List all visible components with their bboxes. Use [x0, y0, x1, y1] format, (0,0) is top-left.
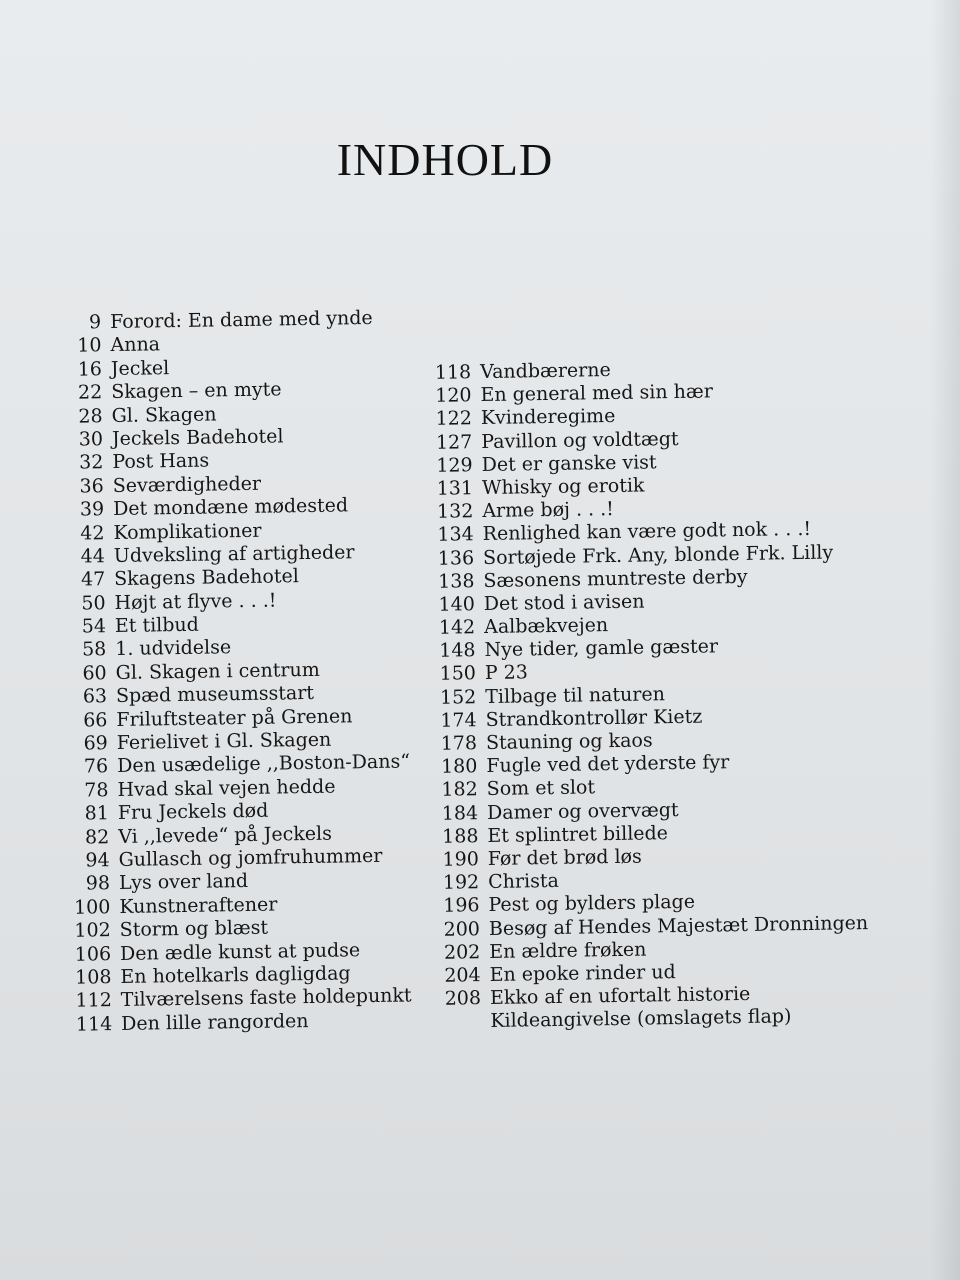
- toc-page-number: 184: [441, 801, 479, 825]
- toc-page-number: 98: [85, 872, 111, 895]
- toc-page-number: 120: [435, 384, 472, 407]
- toc-chapter-title: Seværdigheder: [112, 472, 262, 497]
- toc-page-number: 9: [88, 311, 102, 334]
- toc-page-number: 208: [444, 987, 482, 1010]
- toc-page-number: 202: [443, 940, 481, 964]
- toc-page-number: 42: [80, 521, 105, 545]
- toc-chapter-title: Hvad skal vejen hedde: [117, 775, 336, 801]
- toc-page-number: 16: [77, 357, 103, 381]
- toc-page-number: 122: [435, 407, 473, 431]
- toc-chapter-title: Jeckel: [110, 356, 170, 380]
- toc-chapter-title: Et splintret billede: [487, 821, 669, 847]
- toc-page-number: 50: [81, 591, 106, 615]
- toc-page-number: 82: [84, 825, 110, 849]
- toc-page-number: 39: [79, 498, 105, 521]
- toc-chapter-title: Arme bøj . . .!: [482, 498, 614, 523]
- toc-page-number: 102: [74, 919, 111, 942]
- page-title: INDHOLD: [336, 134, 554, 185]
- toc-page-number: 47: [80, 568, 106, 591]
- toc-chapter-title: Skagens Badehotel: [114, 565, 299, 591]
- toc-page-number: 114: [75, 1012, 113, 1036]
- toc-chapter-title: Fru Jeckels død: [117, 799, 269, 825]
- toc-page-number: 188: [442, 824, 479, 848]
- toc-page-number: 200: [443, 917, 481, 941]
- toc-page-number: 36: [79, 474, 104, 498]
- toc-chapter-title: En hotelkarls dagligdag: [120, 962, 351, 988]
- toc-chapter-title: Komplikationer: [113, 519, 262, 544]
- toc-chapter-title: Strandkontrollør Kietz: [485, 705, 703, 731]
- toc-chapter-title: Tilbage til naturen: [485, 682, 666, 708]
- toc-chapter-title: Forord: En dame med ynde: [109, 306, 373, 334]
- toc-chapter-title: Sortøjede Frk. Any, blonde Frk. Lilly: [482, 541, 834, 569]
- toc-page-number: 106: [74, 942, 112, 966]
- toc-chapter-title: Whisky og erotik: [481, 474, 645, 499]
- toc-page-number: 63: [82, 685, 108, 708]
- toc-chapter-title: Jeckels Badehotel: [111, 425, 284, 450]
- toc-page-number: 180: [440, 755, 478, 778]
- toc-right-column: [420, 355, 870, 1034]
- toc-chapter-title: Højt at flyve . . .!: [114, 589, 277, 614]
- toc-chapter-title: P 23: [484, 661, 529, 685]
- toc-page-number: 10: [77, 334, 102, 357]
- toc-chapter-title: Før det brød løs: [487, 845, 642, 870]
- toc-page-number: 142: [438, 616, 476, 639]
- toc-chapter-title: Som et slot: [486, 776, 596, 801]
- toc-page-number: 44: [80, 545, 106, 568]
- toc-chapter-title: Skagen – en myte: [111, 378, 282, 404]
- toc-page-number: 136: [437, 546, 475, 570]
- toc-chapter-title: En epoke rinder ud: [489, 960, 676, 986]
- toc-page-number: 138: [438, 569, 475, 593]
- toc-page-number: 174: [440, 708, 477, 732]
- toc-entry: [61, 1008, 414, 1037]
- toc-page-number: 32: [79, 451, 104, 474]
- toc-chapter-title: Aalbækvejen: [483, 614, 609, 639]
- toc-left-column: [50, 306, 414, 1037]
- toc-chapter-title: Den usædelige ,,Boston-Dans“: [116, 750, 411, 778]
- toc-chapter-title: Lys over land: [118, 870, 249, 895]
- toc-page-number: 132: [436, 500, 474, 523]
- toc-page-number: 192: [442, 871, 480, 894]
- toc-chapter-title: Den lille rangorden: [121, 1009, 309, 1035]
- toc-chapter-title: Spæd museumsstart: [115, 682, 315, 708]
- toc-page-number: 178: [440, 732, 478, 755]
- toc-page-number: 127: [435, 430, 473, 454]
- toc-page-number: 152: [439, 685, 477, 709]
- toc-page-number: 182: [441, 778, 478, 802]
- toc-chapter-title: Besøg af Hendes Majestæt Dronningen: [488, 911, 869, 940]
- toc-page-number: 204: [444, 963, 481, 987]
- toc-chapter-title: Sæsonens muntreste derby: [483, 565, 748, 592]
- toc-chapter-title: Stauning og kaos: [485, 729, 653, 755]
- toc-page-number: 60: [82, 662, 107, 685]
- toc-page-number: 66: [83, 708, 108, 732]
- toc-chapter-title: Anna: [110, 333, 161, 357]
- toc-page-number: 112: [75, 989, 112, 1013]
- toc-chapter-title: Ekko af en ufortalt historie: [489, 982, 751, 1010]
- toc-page-number: 134: [437, 523, 474, 547]
- toc-chapter-title: Fugle ved det yderste fyr: [486, 751, 730, 778]
- toc-chapter-title: Gl. Skagen: [111, 402, 217, 427]
- toc-page-number: 28: [78, 404, 103, 428]
- toc-page-number: 78: [84, 778, 109, 802]
- toc-page-number: 150: [439, 662, 477, 686]
- toc-chapter-title: Post Hans: [112, 449, 210, 474]
- toc-chapter-title: En ældre frøken: [489, 938, 647, 963]
- toc-chapter-title: Gl. Skagen i centrum: [115, 658, 320, 684]
- toc-chapter-title: En general med sin hær: [480, 380, 713, 407]
- toc-chapter-title: Pest og bylders plage: [488, 891, 696, 917]
- toc-chapter-title: Vi ,,levede“ på Jeckels: [118, 822, 333, 848]
- toc-chapter-title: Renlighed kan være godt nok . . .!: [482, 518, 812, 546]
- toc-page-number: 108: [75, 966, 112, 989]
- toc-page-number: 129: [436, 453, 473, 477]
- toc-chapter-title: Det er ganske vist: [481, 451, 657, 476]
- toc-chapter-title: Christa: [488, 870, 559, 894]
- toc-chapter-title: 1. udvidelse: [115, 636, 232, 661]
- toc-page-number: 140: [438, 593, 475, 616]
- toc-page-number: 100: [73, 895, 111, 919]
- toc-chapter-title: Damer og overvægt: [486, 798, 679, 824]
- toc-chapter-title: Udveksling af artigheder: [113, 541, 355, 567]
- toc-chapter-title: Kunstneraftener: [119, 893, 278, 918]
- toc-chapter-title: Vandbærerne: [479, 359, 611, 384]
- toc-page-number: 76: [83, 755, 109, 778]
- toc-page-number: 94: [85, 849, 110, 872]
- toc-chapter-title: Tilværelsens faste holdepunkt: [120, 984, 412, 1012]
- toc-chapter-title: Gullasch og jomfruhummer: [118, 844, 383, 871]
- toc-page-number: 131: [436, 477, 474, 500]
- toc-chapter-title: Kildeangivelse (omslagets flap): [490, 1005, 792, 1033]
- toc-chapter-title: Pavillon og voldtægt: [481, 427, 679, 453]
- toc-page-number: 69: [83, 732, 108, 755]
- toc-chapter-title: Et tilbud: [114, 613, 200, 638]
- toc-chapter-title: Den ædle kunst at pudse: [119, 938, 361, 965]
- toc-page-number: 22: [77, 381, 103, 404]
- toc-chapter-title: Kvinderegime: [480, 405, 616, 430]
- toc-page-number: 118: [434, 361, 472, 384]
- toc-page-number: 30: [78, 428, 104, 451]
- toc-page-number: [430, 1027, 490, 1028]
- toc-page-number: 190: [442, 848, 479, 871]
- toc-chapter-title: Storm og blæst: [119, 916, 269, 942]
- toc-chapter-title: Ferielivet i Gl. Skagen: [116, 728, 332, 755]
- toc-page-number: 54: [81, 615, 107, 638]
- toc-chapter-title: Det mondæne mødested: [112, 494, 349, 521]
- toc-page-number: 196: [443, 894, 480, 918]
- toc-page-number: 81: [84, 802, 110, 825]
- toc-page-number: 148: [439, 639, 476, 662]
- toc-chapter-title: Nye tider, gamle gæster: [484, 635, 719, 662]
- toc-chapter-title: Det stod i avisen: [483, 590, 645, 615]
- toc-page-number: 58: [81, 638, 107, 662]
- page-edge-shadow: [930, 0, 960, 1280]
- toc-chapter-title: Friluftsteater på Grenen: [116, 704, 353, 731]
